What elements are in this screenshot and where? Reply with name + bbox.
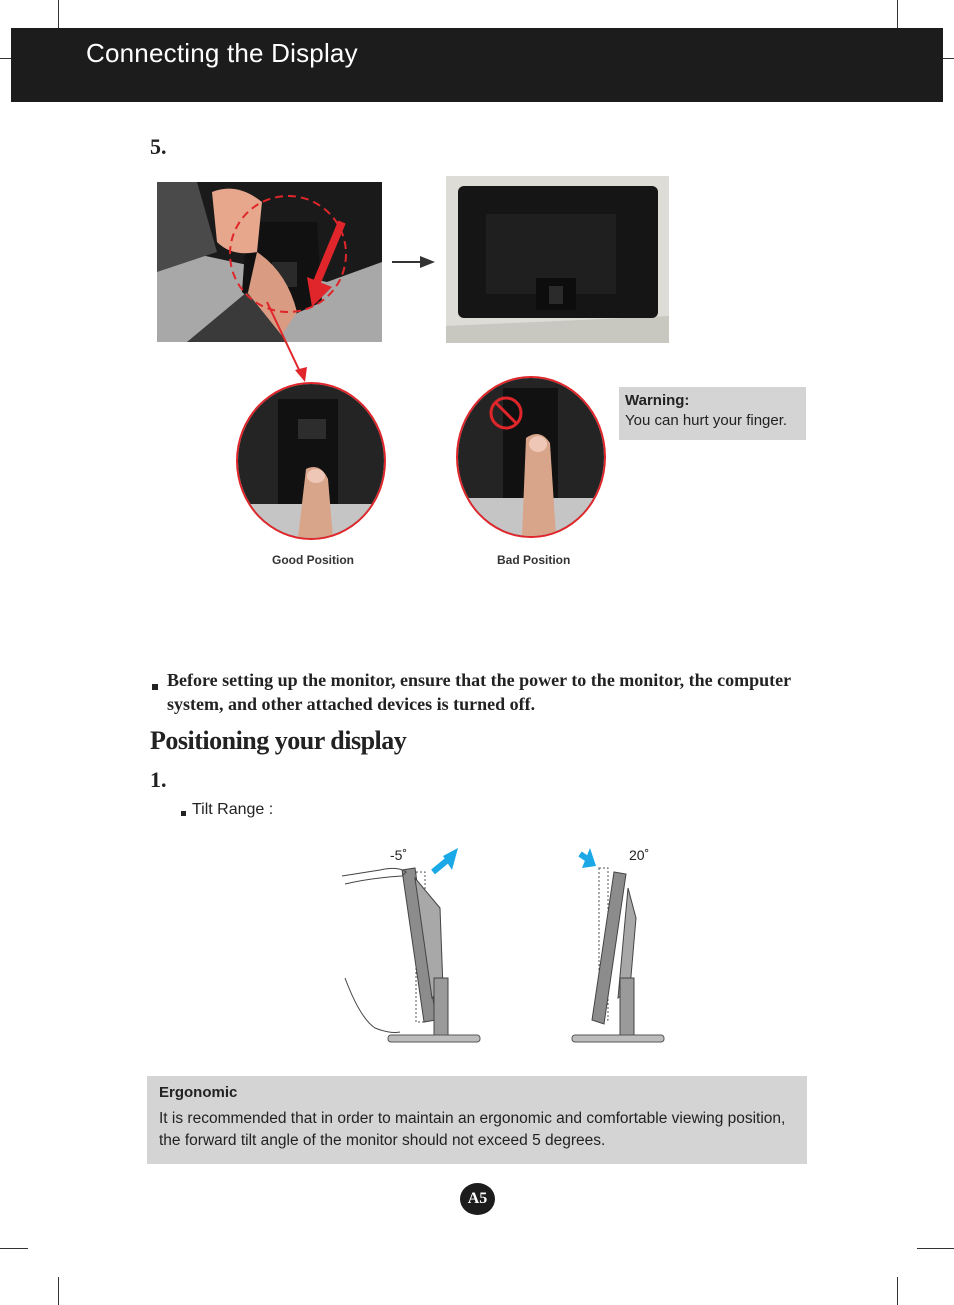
photo-monitor-back <box>446 176 669 343</box>
crop-mark <box>897 1277 898 1305</box>
callout-line <box>265 300 310 385</box>
crop-mark <box>58 1277 59 1305</box>
tilt-back-diagram <box>340 848 485 1044</box>
arrow-right-icon <box>392 255 436 269</box>
tilt-forward-diagram <box>570 848 670 1044</box>
step-number-5: 5. <box>150 134 167 159</box>
crop-mark <box>0 58 11 59</box>
warning-text: You can hurt your finger. <box>625 412 788 429</box>
warning-box <box>619 387 806 440</box>
page-number: A5 <box>460 1183 495 1215</box>
caption-good-position: Good Position <box>272 553 354 567</box>
tilt-back-angle: -5˚ <box>390 847 408 863</box>
bullet-icon <box>152 684 158 690</box>
good-position-image <box>236 382 386 540</box>
crop-mark <box>917 1248 954 1249</box>
crop-mark <box>897 0 898 28</box>
ergonomic-title: Ergonomic <box>159 1084 238 1101</box>
section-title: Positioning your display <box>150 726 407 755</box>
warning-title: Warning: <box>625 392 690 409</box>
bad-position-image <box>456 376 606 538</box>
tilt-forward-angle: 20˚ <box>629 847 650 863</box>
ergonomic-text: It is recommended that in order to maintain an ergonomic and comfortable viewing position, the forward tilt angle of the monitor should not exceed 5 degrees. <box>159 1110 786 1149</box>
crop-mark <box>943 58 954 59</box>
page-title: Connecting the Display <box>86 38 358 68</box>
crop-mark <box>0 1248 28 1249</box>
caption-bad-position: Bad Position <box>497 553 571 567</box>
tilt-range-label: Tilt Range : <box>192 801 274 818</box>
bullet-icon <box>181 811 186 816</box>
ergonomic-note <box>147 1076 807 1164</box>
power-off-notice: Before setting up the monitor, ensure that the power to the monitor, the computer system, and other attached devices is turned off. <box>167 670 791 714</box>
step-number-1: 1. <box>150 767 167 792</box>
crop-mark <box>58 0 59 28</box>
